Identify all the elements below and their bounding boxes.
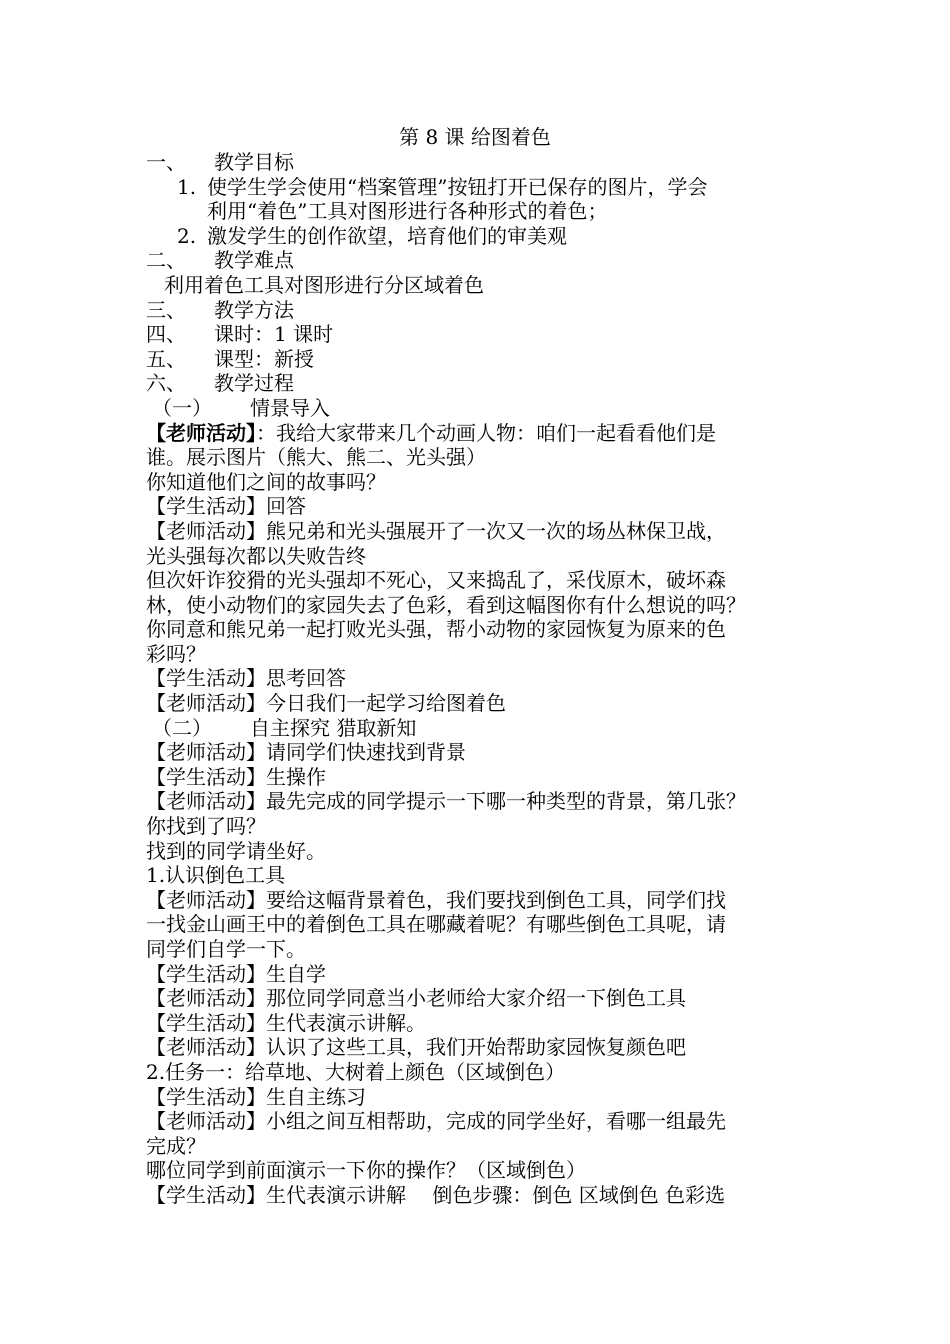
paragraph-line: 一找金山画王中的着倒色工具在哪藏着呢？有哪些倒色工具呢，请	[146, 912, 726, 937]
paragraph-line: 【学生活动】生自学	[146, 961, 326, 986]
paragraph-line: 同学们自学一下。	[146, 937, 306, 961]
list-continuation: 利用“着色”工具对图形进行各种形式的着色；	[207, 199, 608, 224]
section-label: 教学过程	[214, 371, 294, 396]
paragraph-line: 【老师活动】认识了这些工具，我们开始帮助家园恢复颜色吧	[146, 1035, 686, 1060]
paragraph-line: 彩吗？	[146, 641, 206, 666]
difficulty-text: 利用着色工具对图形进行分区域着色	[164, 272, 484, 297]
paragraph-line: 【老师活动】熊兄弟和光头强展开了一次又一次的场丛林保卫战，	[146, 518, 726, 543]
subsection-label: 情景导入	[250, 395, 330, 420]
section-number: 一、	[146, 150, 186, 174]
activity-tag: 【老师活动】	[146, 420, 256, 445]
paragraph-line	[146, 421, 836, 446]
list-number: 2.	[177, 223, 197, 248]
activity-text: ：我给大家带来几个动画人物：咱们一起看看他们是	[256, 420, 716, 445]
section-label: 教学难点	[214, 248, 294, 273]
paragraph-line: 哪位同学到前面演示一下你的操作？（区域倒色）	[146, 1158, 586, 1183]
paragraph-line: 你找到了吗？	[146, 814, 266, 839]
paragraph-line: 你同意和熊兄弟一起打败光头强，帮小动物的家园恢复为原来的色	[146, 617, 726, 642]
paragraph-line: 【学生活动】回答	[146, 494, 306, 519]
section-label: 教学方法	[214, 297, 294, 322]
list-number: 1.	[177, 174, 197, 199]
section-label: 课时：1 课时	[214, 322, 334, 347]
lesson-title: 第 8 课 给图着色	[399, 125, 551, 149]
list-text: 使学生学会使用“档案管理”按钮打开已保存的图片，学会	[207, 174, 708, 199]
paragraph-line: 【学生活动】生代表演示讲解。	[146, 1010, 426, 1035]
paragraph-line: 完成？	[146, 1133, 206, 1158]
section-heading	[146, 371, 836, 396]
section-heading	[146, 150, 836, 175]
paragraph-line: 你知道他们之间的故事吗？	[146, 469, 386, 494]
paragraph-line: 找到的同学请坐好。	[146, 838, 326, 863]
section-heading	[146, 347, 836, 372]
paragraph-line: 1.认识倒色工具	[146, 863, 286, 888]
section-heading	[146, 248, 836, 273]
subsection-label: 自主探究 猎取新知	[250, 715, 417, 740]
list-item	[146, 175, 836, 200]
subsection-heading	[146, 716, 836, 741]
paragraph-line: 光头强每次都以失败告终	[146, 543, 366, 568]
document-body	[146, 150, 836, 1208]
paragraph-line: 但次奸诈狡猾的光头强却不死心，又来捣乱了，采伐原木，破坏森	[146, 568, 726, 593]
paragraph-line: 谁。展示图片（熊大、熊二、光头强）	[146, 445, 486, 470]
section-number: 五、	[146, 346, 186, 371]
section-label: 教学目标	[214, 150, 294, 174]
paragraph-line: 【学生活动】思考回答	[146, 666, 346, 691]
paragraph-line: 【老师活动】今日我们一起学习给图着色	[146, 691, 506, 716]
paragraph-line: 【老师活动】最先完成的同学提示一下哪一种类型的背景，第几张？	[146, 789, 746, 814]
section-number: 六、	[146, 371, 186, 396]
section-number: 二、	[146, 248, 186, 273]
paragraph-line: 【老师活动】要给这幅背景着色，我们要找到倒色工具，同学们找	[146, 887, 726, 912]
subsection-number: （二）	[152, 715, 212, 740]
section-heading	[146, 298, 836, 323]
paragraph-line: 【老师活动】小组之间互相帮助，完成的同学坐好，看哪一组最先	[146, 1109, 726, 1134]
section-number: 三、	[146, 297, 186, 322]
subsection-heading	[146, 396, 836, 421]
paragraph-line: 【老师活动】请同学们快速找到背景	[146, 740, 466, 765]
section-heading	[146, 322, 836, 347]
paragraph-line: 【学生活动】生操作	[146, 764, 326, 789]
paragraph-line: 林，使小动物们的家园失去了色彩，看到这幅图你有什么想说的吗？	[146, 592, 746, 617]
section-number: 四、	[146, 322, 186, 347]
paragraph-line: 【老师活动】那位同学同意当小老师给大家介绍一下倒色工具	[146, 986, 686, 1011]
subsection-number: （一）	[152, 395, 212, 420]
section-label: 课型：新授	[214, 346, 314, 371]
list-item	[146, 224, 836, 249]
paragraph-line: 2.任务一：给草地、大树着上颜色（区域倒色）	[146, 1059, 566, 1084]
paragraph-line: 【学生活动】生自主练习	[146, 1084, 366, 1109]
paragraph-line: 【学生活动】生代表演示讲解 倒色步骤：倒色 区域倒色 色彩选	[146, 1182, 726, 1207]
list-text: 激发学生的创作欲望，培育他们的审美观	[207, 223, 567, 248]
